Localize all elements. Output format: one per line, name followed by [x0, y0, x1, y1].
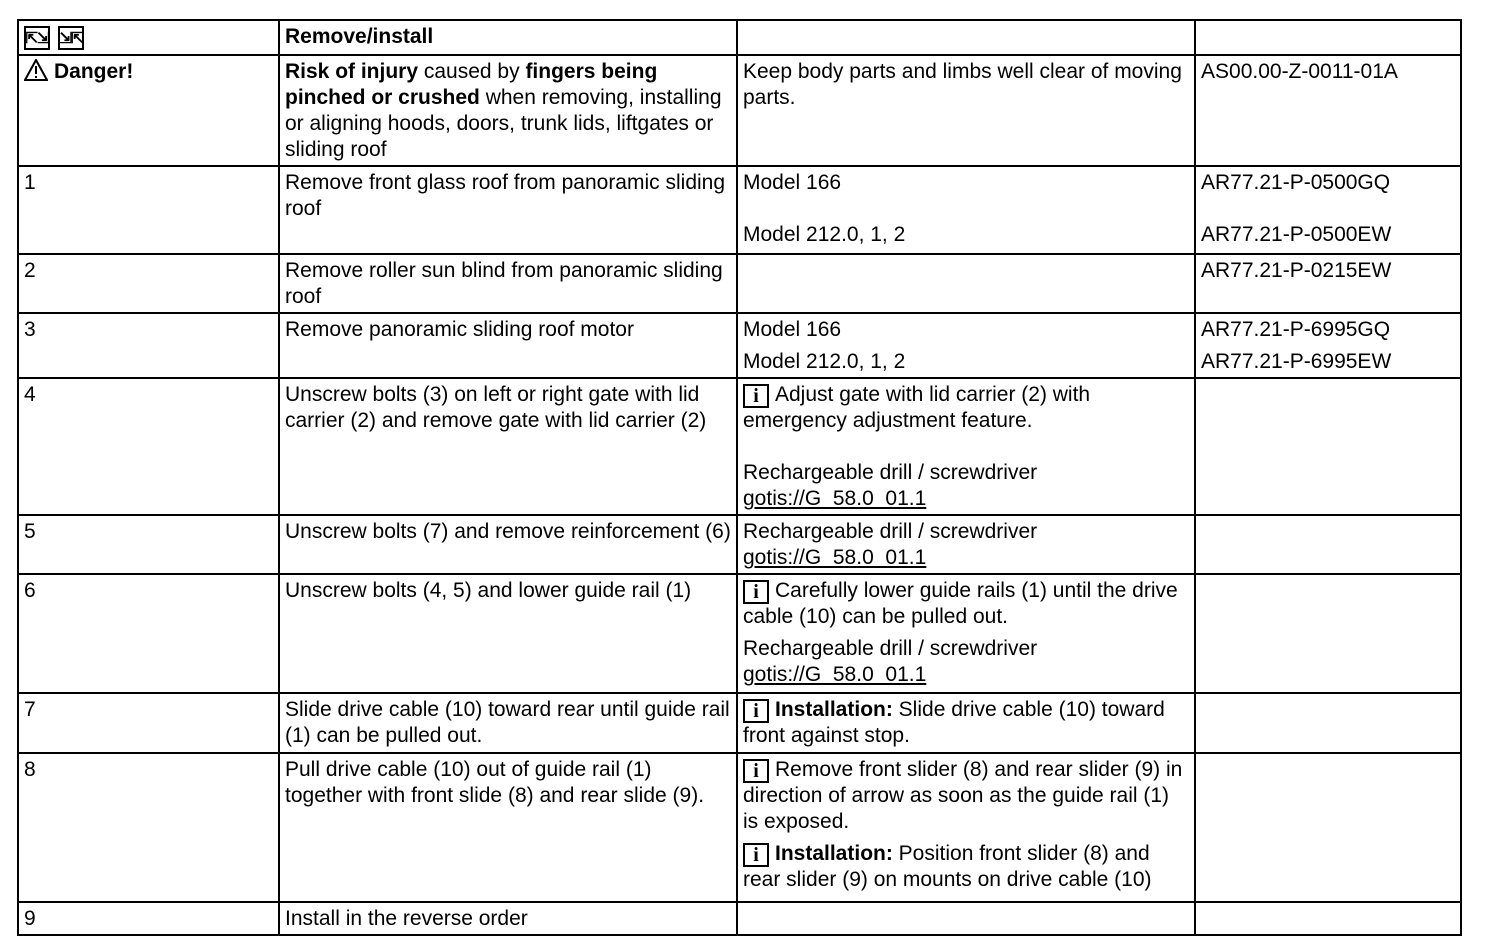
step-text: Install in the reverse order [279, 902, 737, 935]
step-info2: Position front slider (8) and rear slider (9) on mounts on drive cable (10) [743, 842, 1152, 891]
step-number: 5 [18, 515, 279, 574]
step-number: 4 [18, 378, 279, 515]
step-number: 9 [18, 902, 279, 935]
step-docs [1195, 166, 1461, 254]
danger-doc-link[interactable]: AS00.00-Z-0011-01A [1195, 55, 1461, 166]
step-row-1 [18, 166, 1461, 254]
header-title: Remove/install [279, 20, 737, 55]
step-text: Unscrew bolts (7) and remove reinforcement (6) [279, 515, 737, 574]
step-row-7 [18, 693, 1461, 753]
step-notes [737, 378, 1195, 515]
step-note-b: Model 212.0, 1, 2 [743, 223, 906, 246]
step-docs [1195, 515, 1461, 574]
step-row-5 [18, 515, 1461, 574]
danger-label: Danger! [54, 60, 134, 83]
tool-link[interactable]: gotis://G_58.0_01.1 [743, 487, 927, 510]
step-info: Remove front slider (8) and rear slider (9) in direction of arrow as soon as the guide rail (1) is exposed. [743, 758, 1183, 833]
step-info2-bold: Installation: [775, 842, 893, 865]
info-icon: i [743, 843, 769, 867]
step-number: 2 [18, 254, 279, 313]
expand-all-icon[interactable]: ⇱⇲ [24, 26, 50, 50]
step-text: Remove panoramic sliding roof motor [279, 313, 737, 378]
header-row [18, 20, 1461, 55]
danger-risk-cell [279, 55, 737, 166]
info-icon: i [743, 699, 769, 723]
step-number: 3 [18, 313, 279, 378]
step-row-9 [18, 902, 1461, 935]
step-notes [737, 313, 1195, 378]
header-empty-2 [1195, 20, 1461, 55]
risk-bold-1: Risk of injury [285, 60, 419, 83]
step-tool: Rechargeable drill / screwdriver [743, 461, 1038, 484]
step-row-4 [18, 378, 1461, 515]
step-info-bold: Installation: [775, 698, 893, 721]
step-tool: Rechargeable drill / screwdriver [743, 520, 1038, 543]
info-icon: i [743, 384, 769, 408]
collapse-all-icon[interactable]: ⇲⇱ [58, 26, 84, 50]
step-doc-link-a[interactable]: AR77.21-P-6995GQ [1201, 318, 1391, 341]
step-info: Carefully lower guide rails (1) until the drive cable (10) can be pulled out. [743, 579, 1178, 628]
step-note-a: Model 166 [743, 318, 842, 341]
step-text: Unscrew bolts (4, 5) and lower guide rail (1) [279, 574, 737, 693]
step-notes [737, 254, 1195, 313]
step-text: Pull drive cable (10) out of guide rail (1) together with front slide (8) and rear slide (9). [279, 753, 737, 902]
risk-bold-2: fingers being pinched or crushed [285, 60, 658, 109]
info-icon: i [743, 580, 769, 604]
step-docs [1195, 753, 1461, 902]
danger-cell [18, 55, 279, 166]
step-number: 7 [18, 693, 279, 753]
step-notes [737, 693, 1195, 753]
step-note-b: Model 212.0, 1, 2 [743, 350, 906, 373]
step-docs [1195, 574, 1461, 693]
header-empty-1 [737, 20, 1195, 55]
step-notes [737, 574, 1195, 693]
step-row-8 [18, 753, 1461, 902]
info-icon: i [743, 759, 769, 783]
step-info: Slide drive cable (10) toward front against stop. [743, 698, 1165, 747]
tool-link[interactable]: gotis://G_58.0_01.1 [743, 546, 927, 569]
tool-link[interactable]: gotis://G_58.0_01.1 [743, 663, 927, 686]
step-note-a: Model 166 [743, 171, 842, 194]
danger-measure: Keep body parts and limbs well clear of moving parts. [737, 55, 1195, 166]
step-doc-link-a[interactable]: AR77.21-P-0500GQ [1201, 171, 1391, 194]
step-docs [1195, 693, 1461, 753]
step-info: Adjust gate with lid carrier (2) with emergency adjustment feature. [743, 383, 1091, 432]
step-docs [1195, 313, 1461, 378]
step-doc-link-b[interactable]: AR77.21-P-6995EW [1201, 350, 1392, 373]
step-number: 1 [18, 166, 279, 254]
risk-text-1: caused by [418, 60, 526, 83]
step-row-2 [18, 254, 1461, 313]
step-docs [1195, 902, 1461, 935]
step-notes [737, 753, 1195, 902]
step-doc-link-b[interactable]: AR77.21-P-0500EW [1201, 223, 1392, 246]
header-icons-cell [18, 20, 279, 55]
risk-text-2: when removing, installing or aligning hoods, doors, trunk lids, liftgates or sliding roof [285, 86, 722, 161]
step-text: Remove roller sun blind from panoramic sliding roof [279, 254, 737, 313]
step-row-6 [18, 574, 1461, 693]
step-notes [737, 166, 1195, 254]
step-row-3 [18, 313, 1461, 378]
step-number: 8 [18, 753, 279, 902]
procedure-table [17, 19, 1462, 936]
step-doc-link-a[interactable]: AR77.21-P-0215EW [1201, 259, 1392, 282]
step-notes [737, 515, 1195, 574]
step-text: Unscrew bolts (3) on left or right gate with lid carrier (2) and remove gate with lid carrier (2) [279, 378, 737, 515]
step-tool: Rechargeable drill / screwdriver [743, 637, 1038, 660]
step-docs [1195, 254, 1461, 313]
step-text: Slide drive cable (10) toward rear until guide rail (1) can be pulled out. [279, 693, 737, 753]
warning-triangle-icon [24, 59, 48, 88]
step-docs [1195, 378, 1461, 515]
step-number: 6 [18, 574, 279, 693]
step-text: Remove front glass roof from panoramic sliding roof [279, 166, 737, 254]
step-notes [737, 902, 1195, 935]
danger-row [18, 55, 1461, 166]
